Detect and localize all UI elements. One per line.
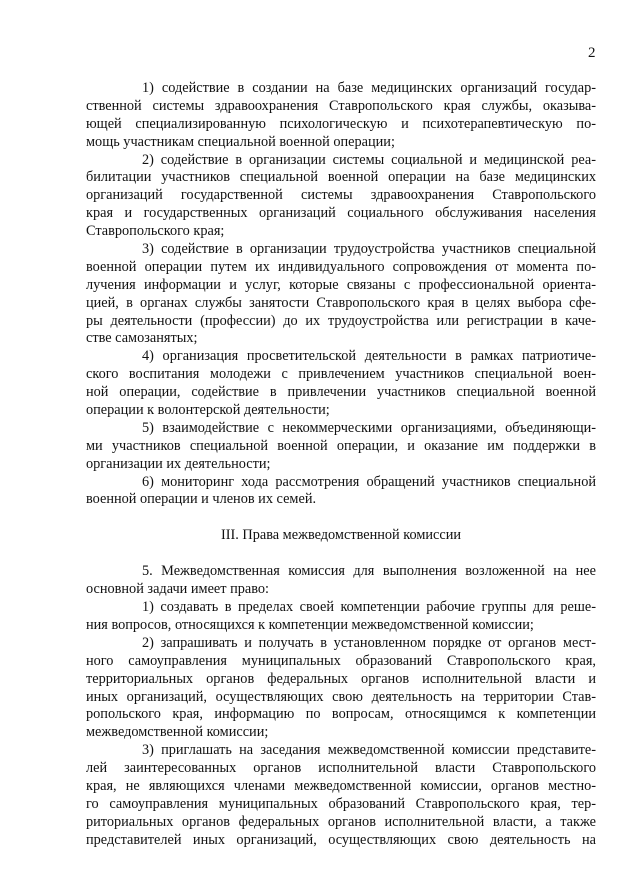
text-line: межведомственной комиссии;: [86, 724, 269, 741]
text-line: стве самозанятых;: [86, 330, 198, 347]
text-line: представителей иных организаций, осуществляющих свою деятельность на: [86, 831, 596, 848]
paragraph-item-1: [86, 80, 596, 152]
text-line: риториальных органов федеральных органов исполнительной власти, а также: [86, 813, 596, 830]
paragraph-item-5-intro: [86, 563, 596, 599]
paragraph-item-4: [86, 348, 596, 420]
text-line: 1) создавать в пределах своей компетенции рабочие группы для реше-: [142, 599, 596, 616]
text-line: 2) содействие в организации системы социальной и медицинской реа-: [142, 151, 596, 168]
text-line: края и государственных организаций социального обслуживания населения: [86, 205, 596, 222]
text-line: ния вопросов, относящихся к компетенции межведомственной комиссии;: [86, 616, 534, 633]
text-line: лей заинтересованных органов исполнительной власти Ставропольского: [86, 760, 596, 777]
list-of-rights: [86, 563, 596, 849]
text-line: территориальных органов федеральных органов исполнительной власти и: [86, 670, 596, 687]
text-line: 1) содействие в создании на базе медицинских организаций государ-: [142, 80, 596, 96]
paragraph-item-2: [86, 152, 596, 241]
text-line: ского воспитания молодежи с привлечением участников специальной воен-: [86, 366, 596, 383]
document-body: [86, 80, 596, 850]
text-line: края, не являющихся членами межведомственной комиссии, органов местно-: [86, 777, 596, 794]
text-line: ственной системы здравоохранения Ставропольского края службы, оказыва-: [86, 97, 596, 114]
text-line: мощь участникам специальной военной операции;: [86, 133, 395, 150]
paragraph-item-6: [86, 474, 596, 510]
text-line: ной операции, содействие в привлечении участников специальной военной: [86, 384, 596, 401]
text-line: цией, в органах службы занятости Ставропольского края в целях выбора сфе-: [86, 294, 596, 311]
text-line: лучения информации и услуг, которые связаны с профессиональной ориента-: [86, 276, 596, 293]
text-line: 5) взаимодействие с некоммерческими организациями, объединяющи-: [142, 419, 596, 436]
text-line: го самоуправления муниципальных образований Ставропольского края, тер-: [86, 795, 596, 812]
text-line: ного самоуправления муниципальных образований Ставропольского края,: [86, 652, 596, 669]
text-line: 6) мониторинг хода рассмотрения обращений участников специальной: [142, 473, 596, 490]
text-line: ющей специализированную психологическую и психотерапевтическую по-: [86, 115, 596, 132]
section-heading: III. Права межведомственной комиссии: [220, 527, 462, 544]
paragraph-right-1: [86, 599, 596, 635]
text-line: Ставропольского края;: [86, 223, 225, 240]
text-line: военной операции путем их индивидуального сопровождения от момента по-: [86, 258, 596, 275]
text-line: военной операции и членов их семей.: [86, 491, 317, 508]
text-line: билитации участников специальной военной операции на базе медицинских: [86, 169, 596, 186]
text-line: 3) приглашать на заседания межведомственной комиссии представите-: [142, 742, 596, 759]
text-line: 2) запрашивать и получать в установленном порядке от органов мест-: [142, 634, 596, 651]
text-line: организации их деятельности;: [86, 455, 271, 472]
paragraph-item-3: [86, 241, 596, 348]
text-line: ропольского края, информацию по вопросам, относящимся к компетенции: [86, 706, 596, 723]
text-line: иных организаций, осуществляющих свою деятельность на территории Став-: [86, 688, 596, 705]
text-line: операции к волонтерской деятельности;: [86, 402, 330, 419]
text-line: ми участников специальной военной операции, и оказание им поддержки в: [86, 437, 596, 454]
text-line: 3) содействие в организации трудоустройства участников специальной: [142, 241, 596, 258]
text-line: 4) организация просветительской деятельности в рамках патриотиче-: [142, 348, 596, 365]
page-number: 2: [588, 45, 596, 61]
paragraph-right-2: [86, 635, 596, 742]
text-line: ры деятельности (профессии) до их трудоустройства или регистрации в каче-: [86, 312, 596, 329]
paragraph-item-5: [86, 420, 596, 474]
text-line: основной задачи имеет право:: [86, 581, 270, 598]
text-line: организаций государственной системы здравоохранения Ставропольского: [86, 187, 596, 204]
list-of-functions: [86, 80, 596, 509]
text-line: 5. Межведомственная комиссия для выполнения возложенной на нее: [142, 563, 596, 580]
paragraph-right-3: [86, 742, 596, 849]
